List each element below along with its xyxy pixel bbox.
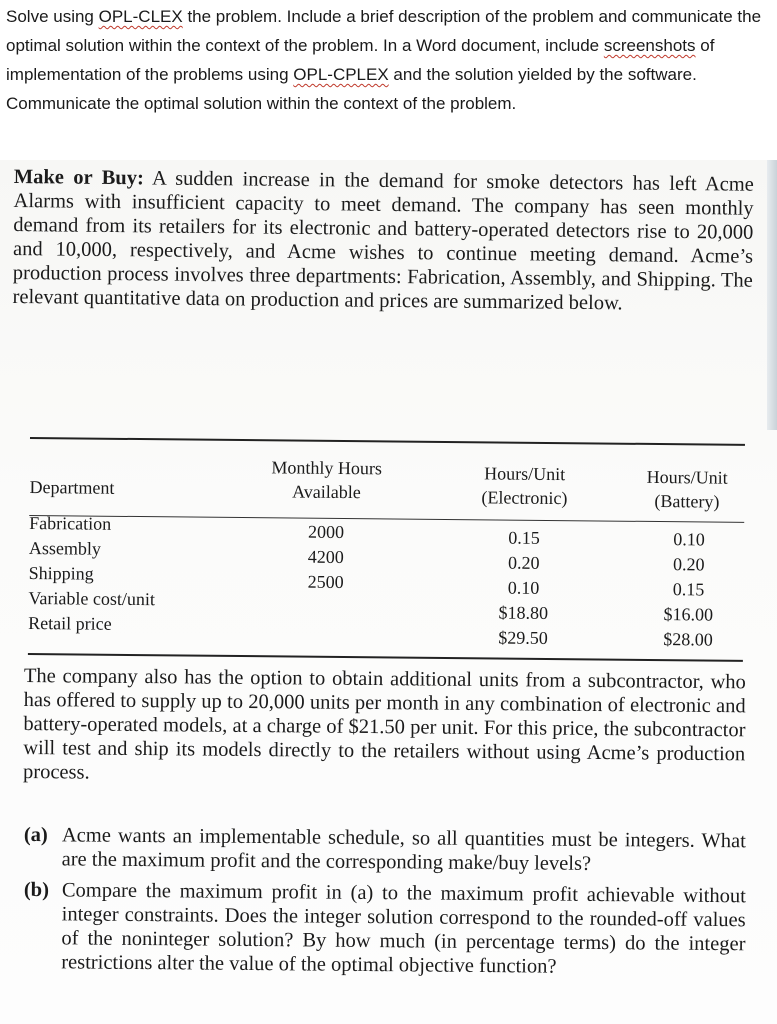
instructions-text-2: the problem. Include a brief description of the problem and communicate the optimal solution within the context of the problem. In a Word document, include [6,7,762,55]
header-hours-available [241,455,411,505]
electronic-assembly-value: 0.20 [507,552,540,573]
table-row [28,586,155,612]
header-hours-line1: Monthly Hours [271,457,383,479]
electronic-variable-cost-value: $18.80 [498,602,549,623]
battery-shipping [648,577,728,603]
question-b [23,878,746,980]
problem-intro-text: A sudden increase in the demand for smoke detectors has left Acme Alarms with insufficient capacity to meet demand. The company has seen monthly demand from its retailers for its electronic and battery-operated detectors rise to 20,000 and 10,000, respectively, and Acme wishes to continue meeting demand. Acme’s production process involves three departments: Fabrication, Assembly, and Shipping. The relevant quantitative data on production and prices are summarized below. [12,167,754,315]
header-battery-line1: Hours/Unit [646,466,728,488]
hours-shipping-value: 2500 [307,571,344,593]
header-department-text: Department [29,476,115,498]
electronic-shipping-value: 0.10 [507,577,540,598]
screenshots-term: screenshots [603,36,696,55]
assignment-instructions [6,2,771,118]
problem-intro-paragraph [12,165,753,317]
electronic-shipping [483,575,563,601]
electronic-variable-cost [483,600,563,626]
dept-fabrication: Fabrication [29,512,112,534]
subcontractor-paragraph [23,664,746,790]
header-battery [629,465,744,514]
battery-variable-cost [648,602,728,628]
hours-fabrication-value: 2000 [308,521,345,543]
question-a [24,823,746,877]
battery-retail-price-value: $28.00 [663,629,713,650]
page-edge-shadow [767,160,777,430]
question-a-text: Acme wants an implementable schedule, so all quantities must be integers. What are the maximum profit and the corresponding make/buy levels? [61,824,746,875]
subcontractor-text: The company also has the option to obtain additional units from a subcontractor, who has offered to supply up to 20,000 units per month in any combination of electronic and battery-operated models, at a charge of $21.50 per unit. For this price, the subcontractor will test and ship its models directly to the retailers without using Acme’s production process. [22,664,746,784]
header-electronic-line1: Hours/Unit [484,463,566,485]
table-row [29,511,111,537]
hours-assembly [291,545,361,571]
instructions-text-3: of implementation of the problems using [6,36,715,84]
battery-retail-price [648,627,728,653]
instructions-text-4: and the solution yielded by the software. Communicate the optimal solution within the context of the problem. [6,65,697,113]
header-electronic [449,461,599,510]
hours-shipping [291,570,361,596]
battery-variable-cost-value: $16.00 [663,604,714,625]
dept-shipping: Shipping [28,562,94,584]
hours-fabrication [291,520,361,546]
battery-fabrication-value: 0.10 [673,529,705,550]
problem-intro [12,165,753,317]
battery-assembly [649,552,729,578]
opl-cplex-term: OPL-CPLEX [293,65,389,84]
instructions-paragraph [6,2,771,118]
header-department [29,475,114,500]
dept-variable-cost: Variable cost/unit [28,587,156,610]
table-row [28,611,112,637]
hours-assembly-value: 4200 [307,546,344,568]
battery-shipping-value: 0.15 [672,579,705,600]
question-b-label: (b) [23,878,50,902]
electronic-fabrication-value: 0.15 [508,527,540,548]
opl-clex-term: OPL-CLEX [98,7,183,26]
header-battery-line2: (Battery) [654,490,720,512]
production-data-table [28,437,745,666]
electronic-assembly [484,550,564,576]
header-hours-line2: Available [292,481,361,503]
table-row [29,561,94,587]
battery-assembly-value: 0.20 [672,554,705,575]
question-b-text: Compare the maximum profit in (a) to the maximum profit achievable without integer constraints. Does the integer solution correspond to the rounded-off values of the noninteger solution? By how much (in percentage terms) do the integer restrictions alter the value of the optimal objective function? [61,879,746,978]
problem-heading: Make or Buy: [13,165,144,190]
dept-retail-price: Retail price [28,612,112,634]
electronic-retail-price [483,625,563,651]
table-header-rule [29,515,744,523]
instructions-text-1: Solve using [6,7,99,26]
electronic-retail-price-value: $29.50 [498,627,548,648]
header-electronic-line2: (Electronic) [481,487,568,509]
electronic-fabrication [484,525,564,551]
question-a-label: (a) [23,823,48,847]
battery-fabrication [649,527,729,553]
table-row [29,536,101,562]
dept-assembly: Assembly [28,537,102,559]
